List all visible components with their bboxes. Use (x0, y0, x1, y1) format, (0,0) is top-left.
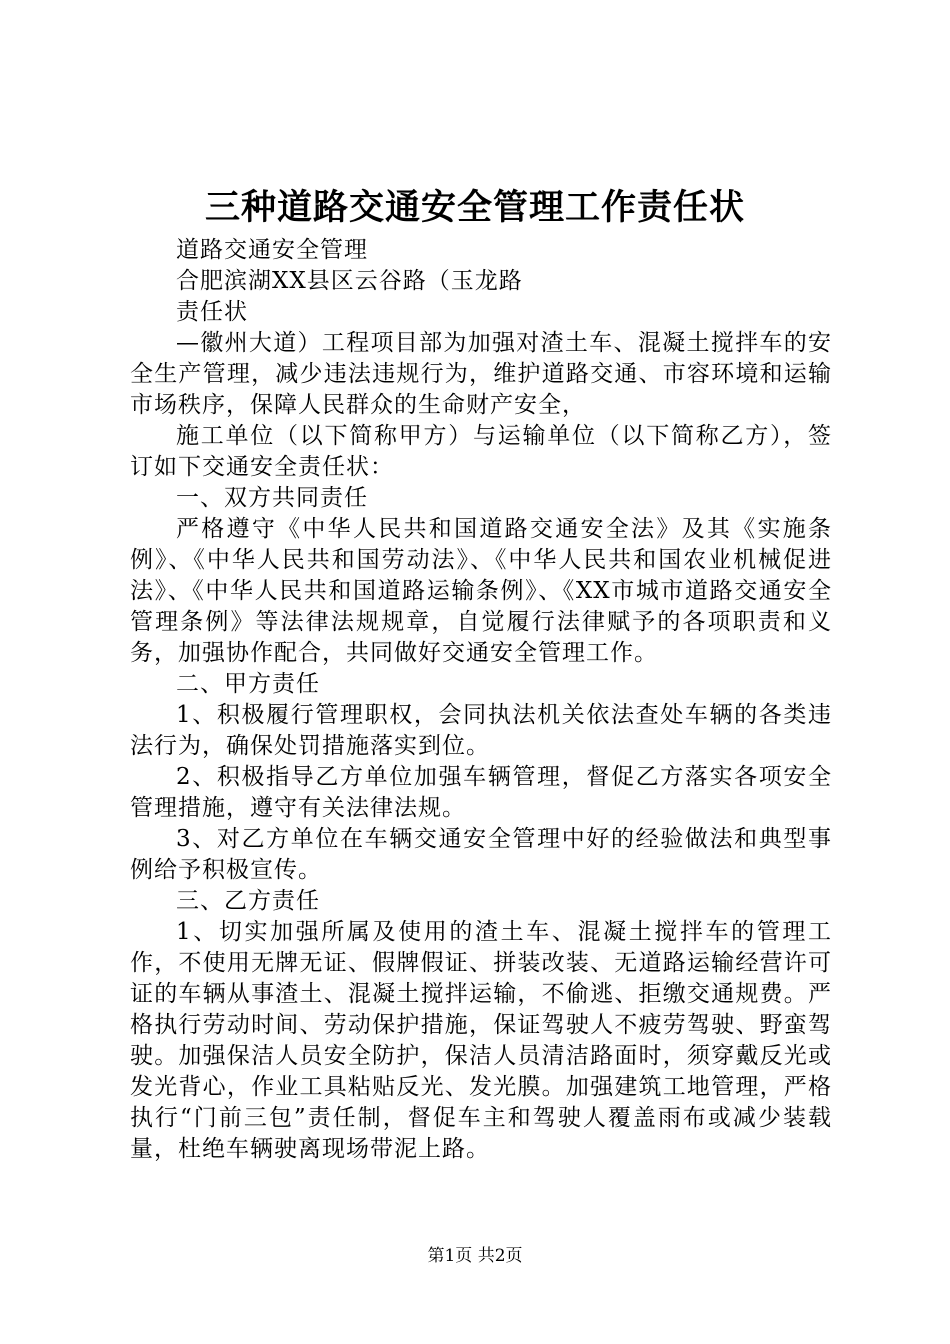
paragraph: 道路交通安全管理 (176, 237, 368, 263)
paragraph: 3、对乙方单位在车辆交通安全管理中好的经验做法和典型事例给予积极宣传。 (130, 826, 832, 883)
paragraph: —徽州大道）工程项目部为加强对渣土车、混凝土搅拌车的安全生产管理，减少违法违规行为，维护道路交通、市容环境和运输市场秩序，保障人民群众的生命财产安全， (130, 330, 832, 418)
section-heading: 二、甲方责任 (176, 671, 320, 697)
paragraph: 责任状 (176, 299, 248, 325)
paragraph: 1、积极履行管理职权，会同执法机关依法查处车辆的各类违法行为，确保处罚措施落实到位。 (130, 702, 832, 759)
paragraph: 合肥滨湖XX县区云谷路（玉龙路 (176, 268, 523, 294)
paragraph: 2、积极指导乙方单位加强车辆管理，督促乙方落实各项安全管理措施，遵守有关法律法规。 (130, 764, 832, 821)
paragraph: 1、切实加强所属及使用的渣土车、混凝土搅拌车的管理工作，不使用无牌无证、假牌假证、拼装改装、无道路运输经营许可证的车辆从事渣土、混凝土搅拌运输，不偷逃、拒缴交通规费。严格执行劳动时间、劳动保护措施，保证驾驶人不疲劳驾驶、野蛮驾驶。加强保洁人员安全防护，保洁人员清洁路面时，须穿戴反光或发光背心，作业工具粘贴反光、发光膜。加强建筑工地管理，严格执行“门前三包”责任制，督促车主和驾驶人覆盖雨布或减少装载量，杜绝车辆驶离现场带泥上路。 (130, 919, 832, 1162)
section-heading: 一、双方共同责任 (176, 485, 368, 511)
document-body (130, 235, 832, 1165)
paragraph: 施工单位（以下简称甲方）与运输单位（以下简称乙方），签订如下交通安全责任状： (130, 423, 832, 480)
paragraph: 严格遵守《中华人民共和国道路交通安全法》及其《实施条例》、《中华人民共和国劳动法》、《中华人民共和国农业机械促进法》、《中华人民共和国道路运输条例》、《XX市城市道路交通安全管理条例》等法律法规规章，自觉履行法律赋予的各项职责和义务，加强协作配合，共同做好交通安全管理工作。 (130, 516, 832, 666)
document-title: 三种道路交通安全管理工作责任状 (204, 187, 745, 228)
page-footer: 第1页 共2页 (427, 1246, 523, 1266)
section-heading: 三、乙方责任 (176, 888, 320, 914)
